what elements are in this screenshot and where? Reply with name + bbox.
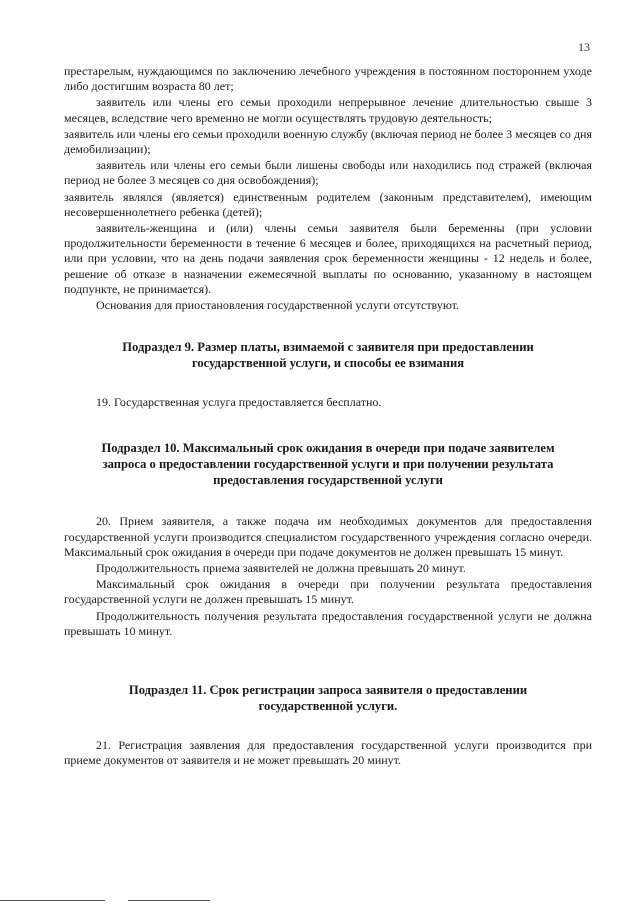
- paragraph-20-result-wait: Максимальный срок ожидания в очереди при получении результата предоставления государственной услуги не должен превышать 15 минут.: [64, 577, 592, 607]
- footer-rule-right: [128, 900, 210, 901]
- list-paragraph-treatment: заявитель или члены его семьи проходили непрерывное лечение длительностью свыше 3 месяцев, вследствие чего временно не могли осуществлять трудовую деятельность;: [64, 95, 592, 125]
- list-paragraph-elderly: престарелым, нуждающимся по заключению лечебного учреждения в постоянном постороннем уходе либо достигшим возраста 80 лет;: [64, 64, 592, 94]
- list-paragraph-pregnancy: заявитель-женщина и (или) члены семьи заявителя были беременны (при условии продолжительности беременности в течение 6 месяцев и более, приходящихся на расчетный период, или при условии, что на день подачи заявления срок беременности женщины - 12 недель и более, решение об отказе в назначении ежемесячной выплаты по основанию, указанному в настоящем подпункте, не принимается).: [64, 221, 592, 296]
- paragraph-20: 20. Прием заявителя, а также подача им необходимых документов для предоставления государственной услуги производится специалистом государственного учреждения согласно очереди. Максимальный срок ожидания в очереди при подаче документов не должен превышать 15 минут.: [64, 514, 592, 559]
- subsection-10-heading-line-2: запроса о предоставлении государственной услуги и при получении результата: [102, 457, 554, 472]
- paragraph-20-result-duration: Продолжительность получения результата предоставления государственной услуги не должна превышать 10 минут.: [64, 608, 592, 638]
- paragraph-19: 19. Государственная услуга предоставляется бесплатно.: [96, 395, 382, 410]
- list-paragraph-military: заявитель или члены его семьи проходили военную службу (включая период не более 3 месяцев со дня демобилизации);: [64, 126, 592, 157]
- suspension-grounds-paragraph: Основания для приостановления государственной услуги отсутствуют.: [96, 298, 459, 313]
- subsection-9-heading-line-1: Подраздел 9. Размер платы, взимаемой с заявителя при предоставлении: [122, 340, 534, 355]
- document-body: [64, 64, 592, 769]
- subsection-10-heading: [64, 440, 592, 488]
- subsection-11-heading-line-1: Подраздел 11. Срок регистрации запроса заявителя о предоставлении: [128, 683, 528, 698]
- footer-rule: [0, 898, 640, 906]
- page-number: 13: [578, 40, 590, 54]
- list-paragraph-custody: заявитель или члены его семьи были лишены свободы или находились под стражей (включая период не более 3 месяцев со дня освобождения);: [64, 158, 592, 188]
- subsection-11-heading-line-2: государственной услуги.: [258, 699, 398, 714]
- subsection-10-heading-line-3: предоставления государственной услуги: [213, 473, 443, 488]
- paragraph-21: 21. Регистрация заявления для предоставления государственной услуги производится при приеме документов от заявителя и не может превышать 20 минут.: [64, 738, 592, 768]
- paragraph-20-reception-duration: Продолжительность приема заявителей не должна превышать 20 минут.: [96, 561, 466, 576]
- subsection-10-heading-line-1: Подраздел 10. Максимальный срок ожидания в очереди при подаче заявителем: [101, 441, 555, 456]
- subsection-11-heading: [64, 682, 592, 714]
- subsection-9-heading: [64, 339, 592, 371]
- footer-rule-left: [0, 900, 105, 901]
- list-paragraph-single-parent: заявитель являлся (является) единственным родителем (законным представителем), имеющим несовершеннолетнего ребенка (детей);: [64, 189, 592, 219]
- subsection-9-heading-line-2: государственной услуги, и способы ее взимания: [191, 356, 465, 371]
